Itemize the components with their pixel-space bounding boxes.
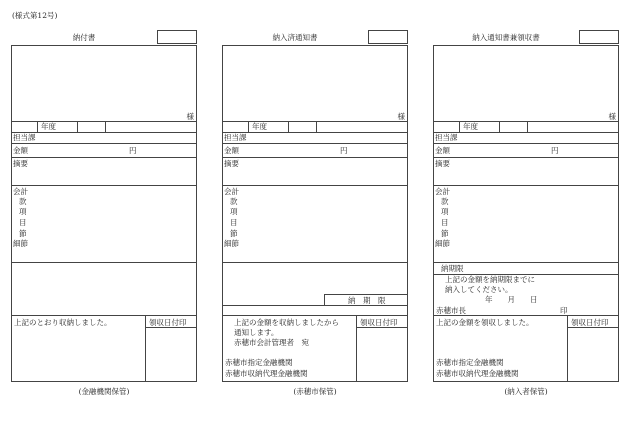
form-frame xyxy=(433,45,619,382)
deadline-label: 納 期 限 xyxy=(348,296,386,305)
amount-label: 金額 xyxy=(435,146,450,155)
kan-label: 款 xyxy=(230,197,238,206)
saisetsu-label: 細節 xyxy=(224,239,239,248)
form-title: 納付書 xyxy=(72,33,96,42)
seal-mark: 印 xyxy=(560,306,568,315)
summary-label: 摘要 xyxy=(13,159,28,168)
amount-label: 金額 xyxy=(13,146,28,155)
received-text: 上記のとおり収納しました。 xyxy=(14,318,112,327)
account-label: 会計 xyxy=(435,187,450,196)
kan-label: 款 xyxy=(19,197,27,206)
fiscal-year-label: 年度 xyxy=(463,122,478,131)
saisetsu-label: 細節 xyxy=(13,239,28,248)
received-line-1: 上記の金額を収納しましたから xyxy=(234,318,339,327)
form-number-label: (様式第12号) xyxy=(12,11,58,20)
mayor-label: 赤穂市長 xyxy=(436,306,466,315)
received-line-2: 通知します。 xyxy=(234,328,279,337)
sama-label: 様 xyxy=(186,112,194,121)
receipt-date-stamp-label: 領収日付印 xyxy=(571,318,609,327)
sama-label: 様 xyxy=(608,112,616,121)
saisetsu-label: 細節 xyxy=(435,239,450,248)
notice-line-1: 上記の金額を納期限までに xyxy=(445,275,535,284)
form-frame xyxy=(11,45,197,382)
form-notice-receipt xyxy=(433,30,619,382)
fiscal-year-label: 年度 xyxy=(252,122,267,131)
footer-label: (納入者保管) xyxy=(504,387,548,396)
department-label: 担当課 xyxy=(13,133,36,142)
notice-line-2: 納入してください。 xyxy=(445,285,513,294)
moku-label: 目 xyxy=(230,218,238,227)
account-label: 会計 xyxy=(224,187,239,196)
footer-label: (金融機関保管) xyxy=(78,387,130,396)
form-title: 納入通知書兼領収書 xyxy=(472,33,540,42)
stamp-box xyxy=(579,30,619,44)
form-payment-slip xyxy=(11,30,197,382)
yen-label: 円 xyxy=(340,146,348,155)
issue-date-line: 年 月 日 xyxy=(485,295,538,304)
yen-label: 円 xyxy=(129,146,137,155)
department-label: 担当課 xyxy=(435,133,458,142)
setsu-label: 節 xyxy=(230,229,238,238)
stamp-box xyxy=(157,30,197,44)
bank-line-2: 赤穂市収納代理金融機関 xyxy=(225,369,308,378)
department-label: 担当課 xyxy=(224,133,247,142)
sama-label: 様 xyxy=(397,112,405,121)
received-text: 上記の金額を領収しました。 xyxy=(436,318,534,327)
yen-label: 円 xyxy=(551,146,559,155)
moku-label: 目 xyxy=(19,218,27,227)
deadline-label: 納期限 xyxy=(441,264,464,273)
account-label: 会計 xyxy=(13,187,28,196)
stamp-box xyxy=(368,30,408,44)
form-title: 納入済通知書 xyxy=(272,33,318,42)
kou-label: 項 xyxy=(230,207,238,216)
summary-label: 摘要 xyxy=(435,159,450,168)
fiscal-year-label: 年度 xyxy=(41,122,56,131)
bank-line-2: 赤穂市収納代理金融機関 xyxy=(436,369,519,378)
amount-label: 金額 xyxy=(224,146,239,155)
bank-line-1: 赤穂市指定金融機関 xyxy=(436,358,504,367)
form-payment-notice xyxy=(222,30,408,382)
kan-label: 款 xyxy=(441,197,449,206)
bank-line-1: 赤穂市指定金融機関 xyxy=(225,358,293,367)
footer-label: (赤穂市保管) xyxy=(293,387,337,396)
receipt-date-stamp-label: 領収日付印 xyxy=(360,318,398,327)
setsu-label: 節 xyxy=(441,229,449,238)
kou-label: 項 xyxy=(19,207,27,216)
received-line-3: 赤穂市会計管理者 宛 xyxy=(234,338,309,347)
moku-label: 目 xyxy=(441,218,449,227)
setsu-label: 節 xyxy=(19,229,27,238)
receipt-date-stamp-label: 領収日付印 xyxy=(149,318,187,327)
kou-label: 項 xyxy=(441,207,449,216)
summary-label: 摘要 xyxy=(224,159,239,168)
